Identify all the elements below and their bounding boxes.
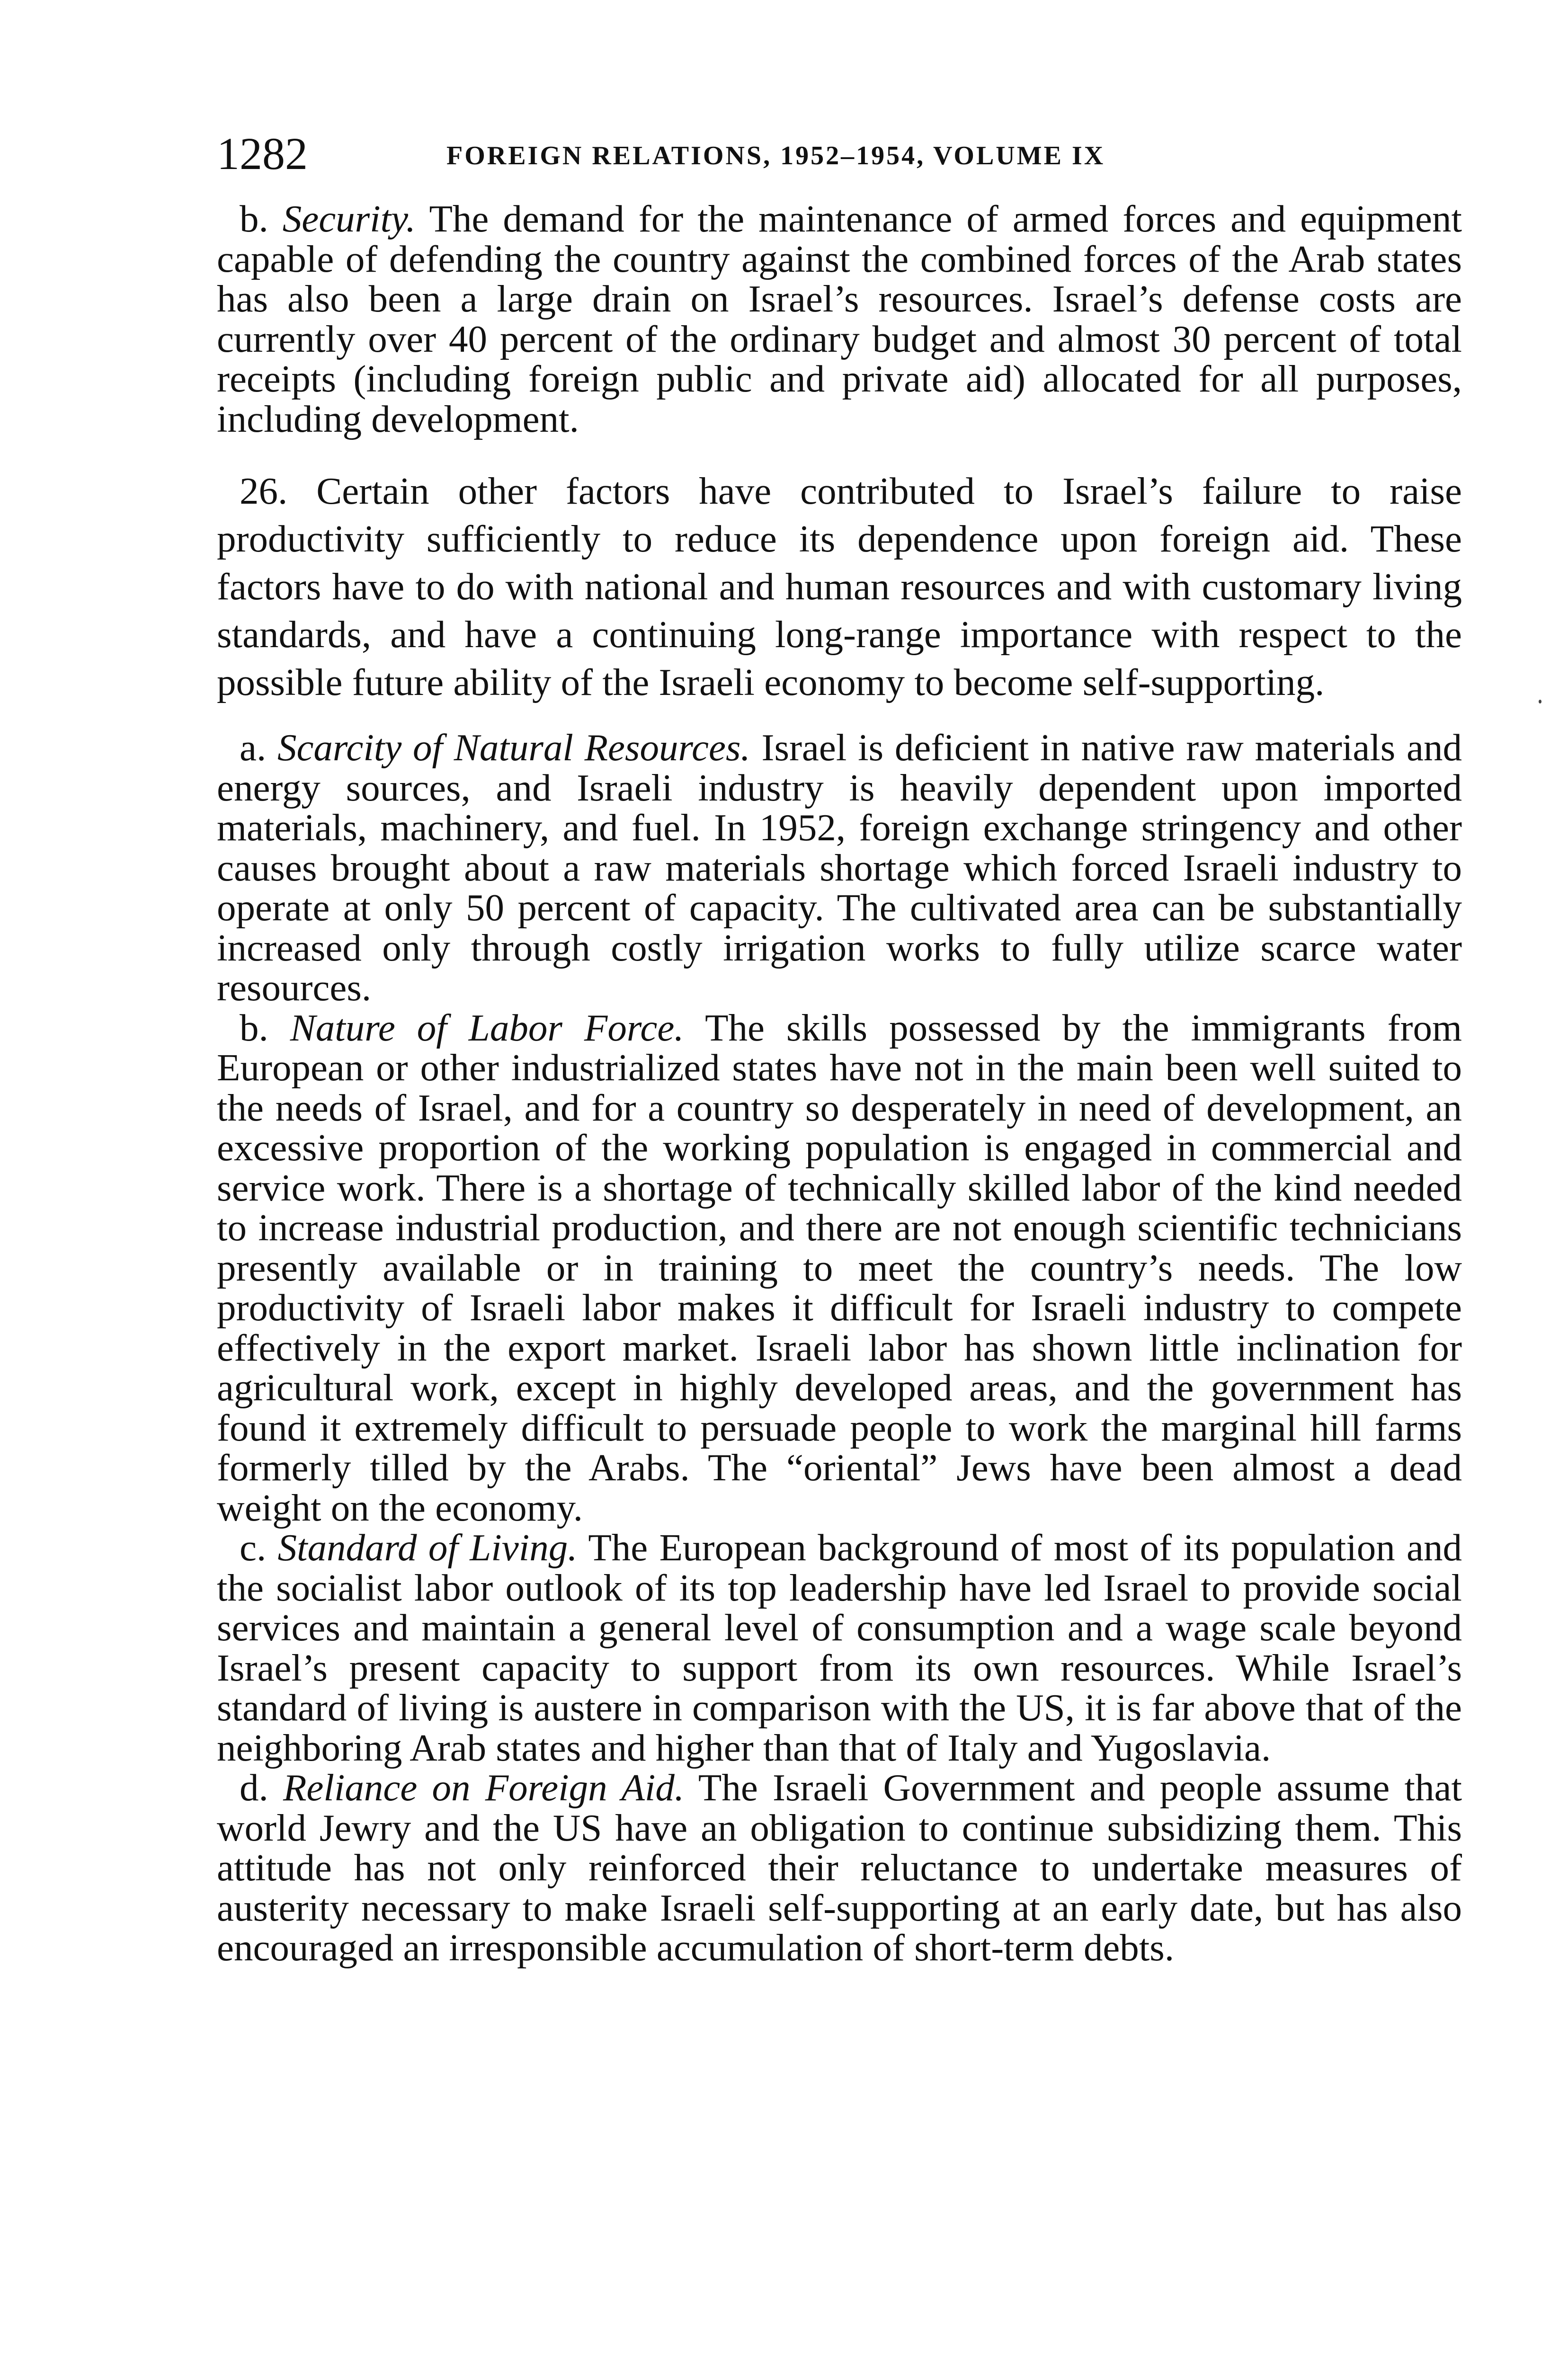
paragraph-text: Israel is deficient in native raw materials and energy sources, and Israeli industry is heavily dependent upon imported materials, machinery, and fuel. In 1952, foreign exchange stringency and other causes brought about a raw materials shortage which forced Israeli industry to operate at only 50 percent of capacity. The cultivated area can be substantially increased only through costly irrigation works to fully utilize scarce water resources.	[217, 726, 1462, 1009]
paragraph-label: 26.	[240, 470, 288, 512]
paragraph-standard-of-living	[217, 1528, 1462, 1768]
paragraph-heading: Reliance on Foreign Aid.	[283, 1766, 685, 1809]
paragraph-text: Certain other factors have contributed to Israel’s failure to raise productivity sufficiently to reduce its dependence upon foreign aid. These factors have to do with national and human resources and with customary living standards, and have a continuing long-range importance with respect to the possible future ability of the Israeli economy to become self-supporting.	[217, 470, 1462, 703]
document-page	[217, 128, 1462, 1968]
paragraph-label: b.	[240, 1006, 268, 1049]
paragraph-text: The Israeli Government and people assume that world Jewry and the US have an obligation to continue subsidizing them. This attitude has not only reinforced their reluctance to undertake measures of austerity necessary to make Israeli self-supporting at an early date, but has also encouraged an irresponsible accumulation of short-term debts.	[217, 1766, 1462, 1969]
paragraph-label: c.	[240, 1526, 267, 1569]
paragraph-heading: Standard of Living.	[277, 1526, 578, 1569]
paragraph-label: b.	[240, 197, 268, 240]
paragraph-heading: Nature of Labor Force.	[290, 1006, 684, 1049]
page-number: 1282	[217, 128, 308, 179]
paragraph-heading: Scarcity of Natural Resources.	[277, 726, 750, 769]
paragraph-label: d.	[240, 1766, 268, 1809]
paragraph-foreign-aid	[217, 1768, 1462, 1968]
paragraph-heading: Security.	[282, 197, 416, 240]
paragraph-security	[217, 199, 1462, 439]
paragraph-text: The European background of most of its population and the socialist labor outlook of its top leadership have led Israel to provide social services and maintain a general level of consumption and a wage scale beyond Israel’s present capacity to support from its own resources. While Israel’s standard of living is austere in comparison with the US, it is far above that of the neighboring Arab states and higher than that of Italy and Yugoslavia.	[217, 1526, 1462, 1769]
paragraph-natural-resources	[217, 728, 1462, 1008]
paragraph-labor-force	[217, 1008, 1462, 1528]
running-head	[217, 128, 1462, 199]
paragraph-26	[217, 467, 1462, 706]
paragraph-text: The demand for the maintenance of armed forces and equipment capable of defending the country against the combined forces of the Arab states has also been a large drain on Israel’s resources. Israel’s defense costs are currently over 40 percent of the ordinary budget and almost 30 percent of total receipts (including foreign public and private aid) allocated for all purposes, including development.	[217, 197, 1462, 440]
paragraph-label: a.	[240, 726, 267, 769]
paragraph-text: The skills possessed by the immigrants from European or other industrialized states have not in the main been well suited to the needs of Israel, and for a country so desperately in need of development, an excessive proportion of the working population is engaged in commercial and service work. There is a shortage of technically skilled labor of the kind needed to increase industrial production, and there are not enough scientific technicians presently available or in training to meet the country’s needs. The low productivity of Israeli labor makes it difficult for Israeli industry to compete effectively in the export market. Israeli labor has shown little inclination for agricultural work, except in highly developed areas, and the government has found it extremely difficult to persuade people to work the marginal hill farms formerly tilled by the Arabs. The “oriental” Jews have been almost a dead weight on the economy.	[217, 1006, 1462, 1529]
scan-speck	[1539, 700, 1541, 703]
running-head-title: FOREIGN RELATIONS, 1952–1954, VOLUME IX	[446, 141, 1105, 170]
